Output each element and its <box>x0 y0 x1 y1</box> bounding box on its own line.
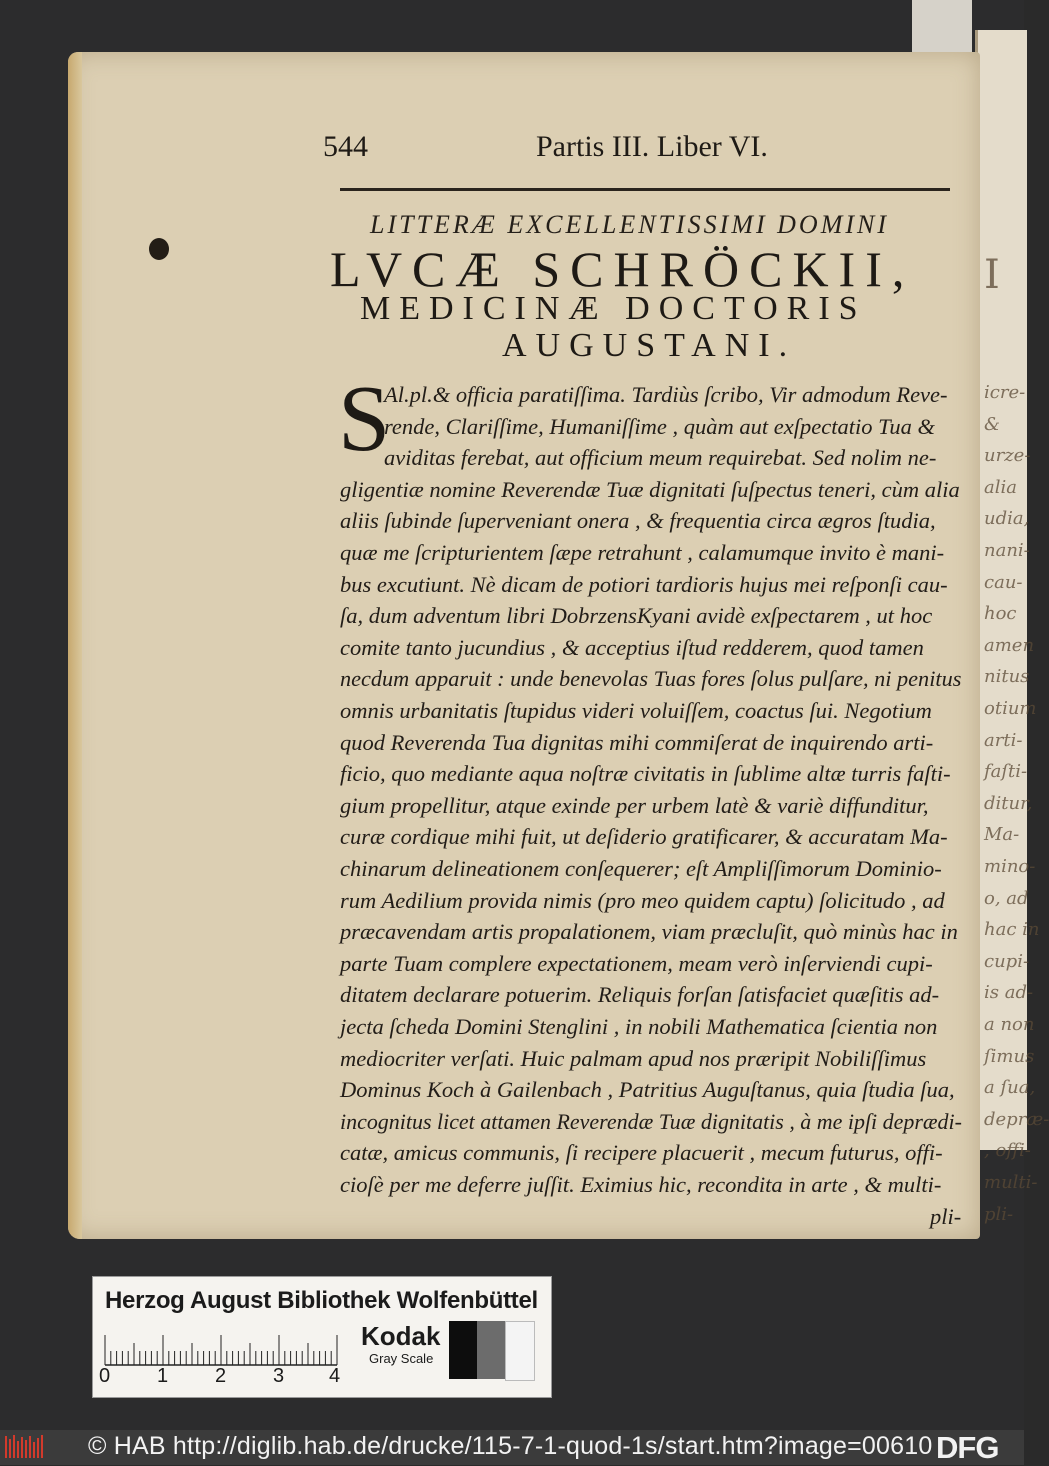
page-header <box>323 130 943 170</box>
body-text-line: parte Tuam complere expectationem, meam verò inſerviendi cupi- <box>340 950 933 976</box>
letter-title-line-1: LITTERÆ EXCELLENTISSIMI DOMINI <box>370 210 890 239</box>
drop-capital: S <box>338 367 391 471</box>
neighbor-text-fragment: depræ- <box>984 1108 1049 1130</box>
kodak-brand: Kodak <box>361 1321 441 1351</box>
body-text-line: gium propellitur, atque exinde per urbem latè & variè diffunditur, <box>340 792 929 818</box>
body-text-line: mediocriter verſati. Huic palmam apud nos præripit Nobiliſſimus <box>340 1045 927 1071</box>
body-text-line: bus excutiunt. Nè dicam de potiori tardioris hujus mei reſponſi cau- <box>340 571 948 597</box>
measuring-ruler <box>103 1329 348 1367</box>
neighbor-text-fragment: , offi- <box>984 1140 1031 1162</box>
neighbor-text-fragment: cau- <box>984 571 1023 593</box>
page-gutter-edge <box>68 52 82 1239</box>
running-head: Partis III. Liber VI. <box>536 130 768 163</box>
neighbor-text-fragment: a ſua, <box>984 1077 1036 1099</box>
gray-patch-mid <box>477 1321 505 1379</box>
neighbor-text-fragment: icre- <box>984 382 1026 403</box>
neighbor-text-fragment: amen <box>984 634 1035 656</box>
scanner-bed-strip <box>912 0 972 60</box>
hab-barcode-logo-icon <box>4 1433 46 1461</box>
body-text-line: omnis urbanitatis ſtupidus videri voluiſſem, coactus ſui. Negotium <box>340 698 932 723</box>
body-text-line: ditatem declarare potuerim. Reliquis forſan ſatisfaciet quæſitis ad- <box>340 982 940 1008</box>
body-text-line: aviditas ferebat, aut officium meum requirebat. Sed nolim ne- <box>384 445 937 471</box>
body-text-line: chinarum delineationem conſequerer; eſt Ampliſſimorum Dominio- <box>340 856 942 881</box>
neighbor-text-fragment: ditur, <box>984 792 1033 814</box>
neighbor-text-fragment: alia <box>984 476 1017 498</box>
neighbor-text-fragment: is ad- <box>984 982 1034 1004</box>
page-number: 544 <box>323 130 368 163</box>
letter-title-line-2: LVCÆ SCHRÖCKII, <box>330 241 915 297</box>
neighbor-text-fragment: multi- <box>984 1172 1038 1193</box>
neighbor-text-fragment: pli- <box>984 1203 1014 1225</box>
neighbor-text-fragment: arti- <box>984 729 1023 751</box>
dfg-logo: DFG <box>936 1430 999 1465</box>
body-text-line: ficio, quo mediante aqua noſtræ civitatis in ſublime altæ turris faſti- <box>340 761 951 787</box>
neighbor-text-fragment: hac in <box>984 919 1040 941</box>
body-text-line: cioſè per me deferre juſſit. Eximius hic, recondita in arte , & multi- <box>340 1172 942 1197</box>
body-text-line: incognitus licet attamen Reverendæ Tuæ dignitatis , à me ipſi deprædi- <box>340 1108 962 1134</box>
body-text-line: comite tanto jucundius , & acceptius iſtud redderem, quod tamen <box>340 634 924 660</box>
ruler-number: 4 <box>329 1365 341 1387</box>
neighbor-text-fragment: a non <box>984 1014 1035 1035</box>
color-calibration-target <box>92 1276 552 1398</box>
neighbor-text-fragment: cupi- <box>984 950 1030 972</box>
neighbor-text-fragment: udia, <box>984 508 1030 530</box>
body-text-line: jecta ſcheda Domini Stenglini , in nobili Mathematica ſcientia non <box>340 1014 938 1039</box>
neighbor-text-fragment: ſimus <box>984 1045 1035 1067</box>
ruler-number: 3 <box>273 1365 285 1387</box>
neighbor-text-fragment: Ma- <box>984 824 1020 846</box>
neighbor-page-edge <box>975 30 1049 1225</box>
neighbor-text-fragment: otium <box>984 698 1037 719</box>
body-text-line: Al.pl.& officia paratiſſima. Tardiùs ſcribo, Vir admodum Reve- <box>384 382 948 407</box>
body-text-line: catæ, amicus communis, ſi recipere placuerit , mecum futurus, offi- <box>340 1140 943 1166</box>
header-rule <box>340 188 950 191</box>
body-text-line: præcavendam artis propalationem, viam præcluſit, quò minùs hac in <box>340 919 958 945</box>
neighbor-text-fragment: & <box>984 413 1001 435</box>
neighbor-text-fragment: I <box>984 252 1000 298</box>
source-url-text[interactable]: © HAB http://diglib.hab.de/drucke/115-7-1-quod-1s/start.htm?image=00610 <box>88 1432 933 1460</box>
body-text-line: gligentiæ nomine Reverendæ Tuæ dignitati ſuſpectus teneri, cùm alia <box>340 476 960 502</box>
body-text-line: quod Reverenda Tua dignitas mihi commiſerat de inquirendo arti- <box>340 729 934 755</box>
viewer-footer <box>0 1430 1024 1465</box>
body-text-line: rende, Clariſſime, Humaniſſime , quàm aut exſpectatio Tua & <box>384 413 935 439</box>
gray-scale-label: Gray Scale <box>369 1351 434 1366</box>
body-text-line: aliis ſubinde ſuperveniant onera , & frequentia circa ægros ſtudia, <box>340 508 936 534</box>
body-text-line: rum Aedilium provida nimis (pro meo quidem captu) ſolicitudo , ad <box>340 887 945 913</box>
neighbor-text-fragment: urze- <box>984 445 1031 467</box>
neighbor-text-fragment: hoc <box>984 603 1017 625</box>
ruler-number: 2 <box>215 1365 227 1387</box>
gray-patch-black <box>449 1321 477 1379</box>
body-text-line: quæ me ſcripturientem ſæpe retrahunt , calamumque invito è mani- <box>340 540 945 565</box>
neighbor-text-fragment: faſti- <box>984 761 1028 783</box>
neighbor-text-fragment: nitus <box>984 666 1030 688</box>
gray-patch-white <box>505 1321 535 1381</box>
neighbor-text-fragment: o, ad <box>984 887 1029 909</box>
target-title: Herzog August Bibliothek Wolfenbüttel <box>105 1287 538 1314</box>
neighbor-text-fragment: nani- <box>984 540 1030 561</box>
body-text-line: curæ cordique mihi fuit, ut deſiderio gratificarer, & accuratam Ma- <box>340 824 948 850</box>
body-text-line: necdum apparuit : unde benevolas Tuas fores ſolus pulſare, ni penitus <box>340 666 962 692</box>
body-text-line: Dominus Koch à Gailenbach , Patritius Auguſtanus, quia ſtudia ſua, <box>340 1077 955 1103</box>
ruler-number: 0 <box>99 1365 111 1387</box>
body-text-line: ſa, dum adventum libri DobrzensKyani avidè exſpectarem , ut hoc <box>340 603 933 629</box>
ruler-number: 1 <box>157 1365 169 1387</box>
letter-title-line-3: MEDICINÆ DOCTORIS <box>360 290 867 327</box>
letter-title-line-4: AUGUSTANI. <box>502 327 797 364</box>
ink-blot <box>149 238 169 260</box>
body-text-line: pli- <box>930 1203 962 1229</box>
neighbor-text-fragment: mino- <box>984 856 1036 877</box>
